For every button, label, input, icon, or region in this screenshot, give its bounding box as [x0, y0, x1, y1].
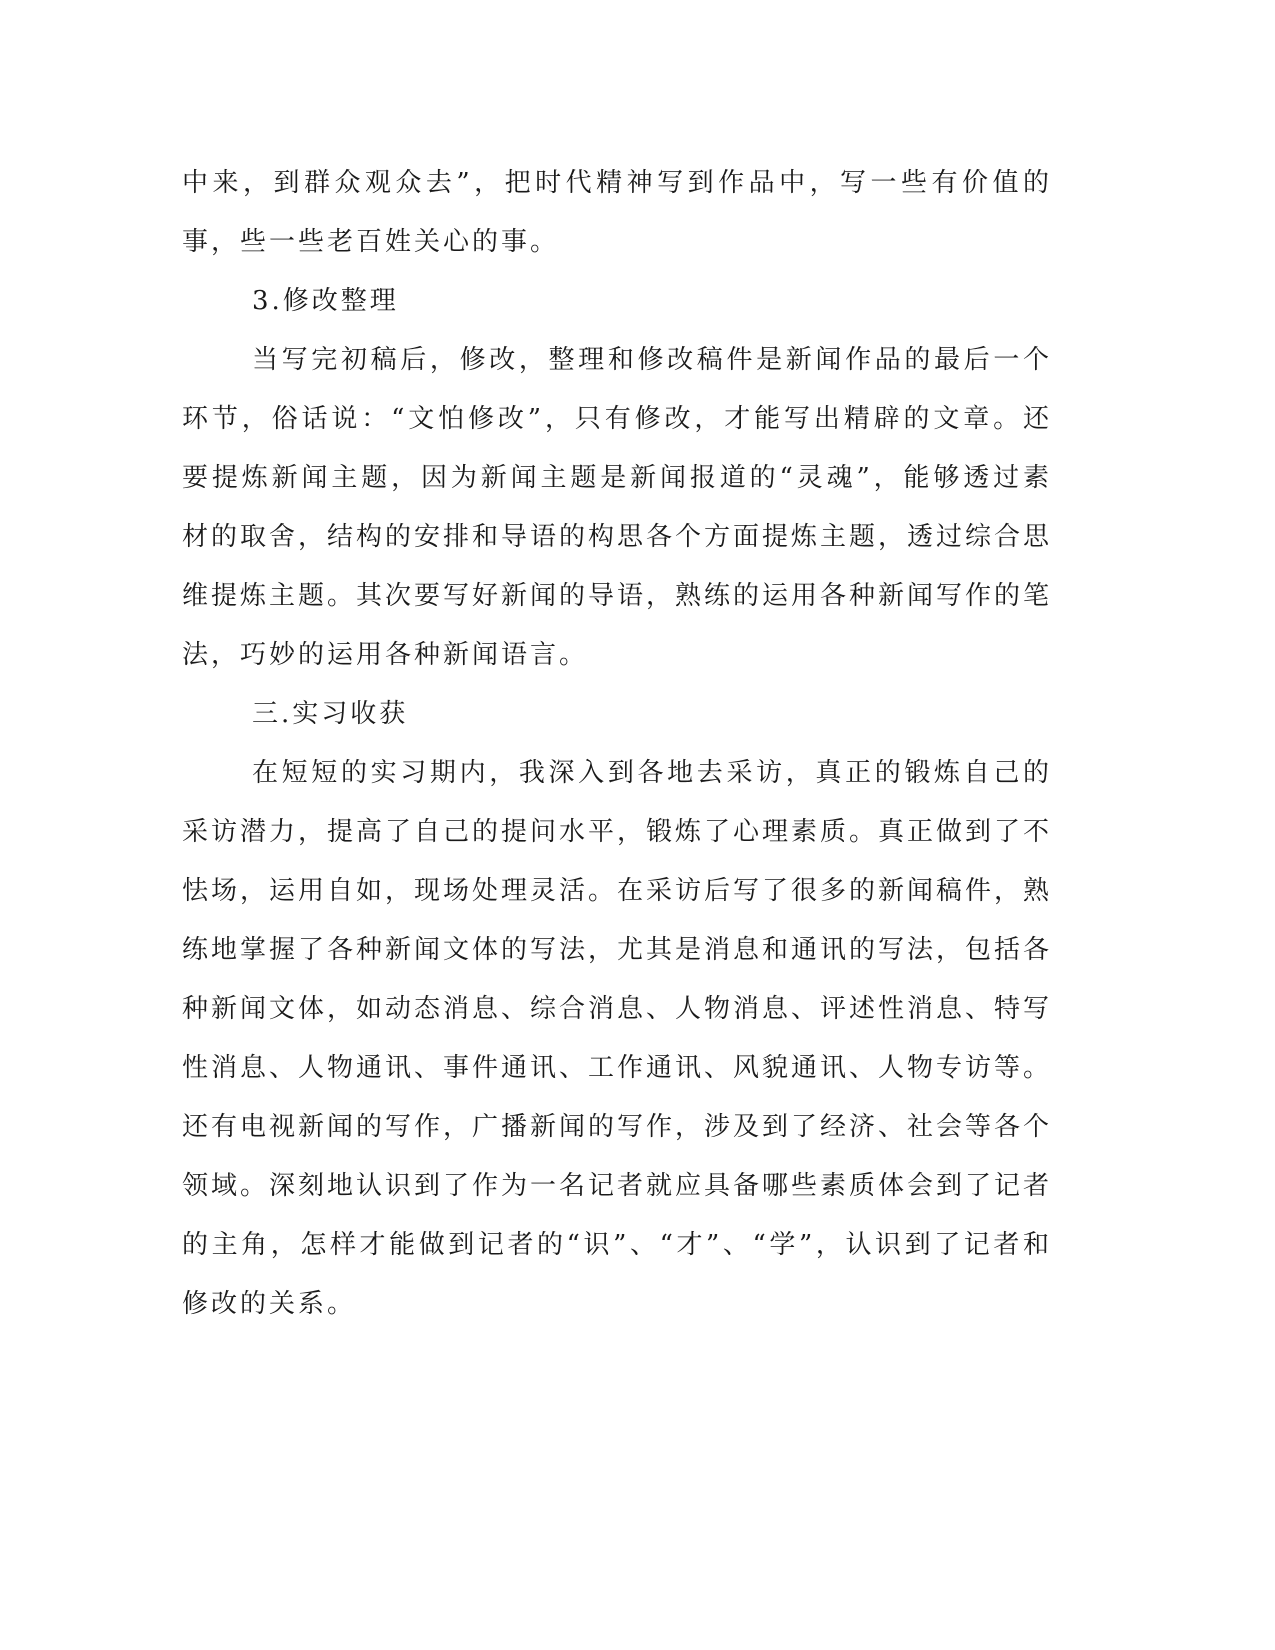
section-heading-revision: 3.修改整理: [252, 286, 399, 316]
paragraph-revision: 当写完初稿后，修改，整理和修改稿件是新闻作品的最后一个环节，俗话说：“文怕修改”，只有修改，才能写出精辟的文章。还要提炼新闻主题，因为新闻主题是新闻报道的“灵魂”，能够透过素材的取舍，结构的安排和导语的构思各个方面提炼主题，透过综合思维提炼主题。其次要写好新闻的导语，熟练的运用各种新闻写作的笔法，巧妙的运用各种新闻语言。: [182, 345, 1053, 670]
document-body: [182, 154, 1052, 1334]
paragraph-continuation: 中来，到群众观众去”，把时代精神写到作品中，写一些有价值的事，些一些老百姓关心的事。: [182, 168, 1052, 257]
section-heading-gains: 三.实习收获: [252, 699, 409, 729]
paragraph-gains: 在短短的实习期内，我深入到各地去采访，真正的锻炼自己的采访潜力，提高了自己的提问水平，锻炼了心理素质。真正做到了不怯场，运用自如，现场处理灵活。在采访后写了很多的新闻稿件，熟练地掌握了各种新闻文体的写法，尤其是消息和通讯的写法，包括各种新闻文体，如动态消息、综合消息、人物消息、评述性消息、特写性消息、人物通讯、事件通讯、工作通讯、风貌通讯、人物专访等。还有电视新闻的写作，广播新闻的写作，涉及到了经济、社会等各个领域。深刻地认识到了作为一名记者就应具备哪些素质体会到了记者的主角，怎样才能做到记者的“识”、“才”、“学”，认识到了记者和修改的关系。: [182, 758, 1053, 1319]
